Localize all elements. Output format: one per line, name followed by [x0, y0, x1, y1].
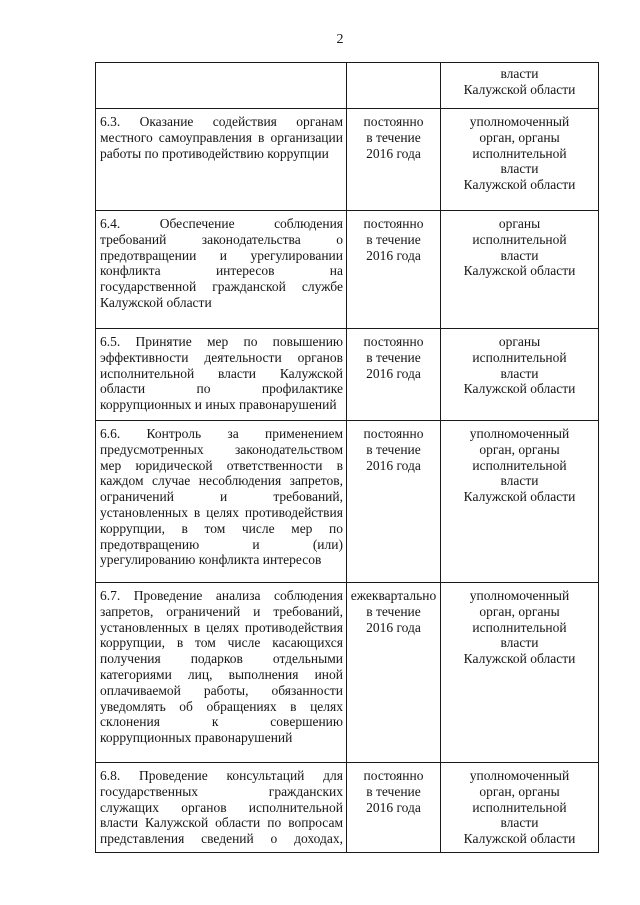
item-cell	[96, 763, 347, 853]
executor-text-line: власти	[500, 635, 539, 651]
executor-text-line: орган, органы	[479, 603, 560, 619]
executor-text-line: Калужской области	[463, 177, 576, 193]
executor-text-line: орган, органы	[479, 783, 560, 799]
executor-text-line: исполнительной	[472, 457, 567, 473]
executor-text-line: власти	[500, 473, 539, 489]
term-cell	[347, 329, 441, 421]
item-text-line: запретов, ограничений и требований,	[100, 603, 343, 619]
item-cell	[96, 329, 347, 421]
term-text-line: 2016 года	[366, 365, 421, 381]
item-text-line: коррупции, в том числе мер по	[100, 520, 343, 536]
executor-cell	[441, 763, 599, 853]
term-text-line: в течение	[366, 231, 421, 247]
term-cell	[347, 211, 441, 329]
item-text-line: установленных в целях противодействия	[100, 504, 343, 520]
executor-text-line: исполнительной	[472, 799, 567, 815]
term-text-line: в течение	[366, 783, 421, 799]
item-cell	[96, 63, 347, 109]
executor-text-line: Калужской области	[463, 81, 576, 97]
executor-cell	[441, 109, 599, 211]
item-text-line: 6.8. Проведение консультаций для	[100, 768, 343, 783]
item-text-line: установленных в целях противодействия	[100, 619, 343, 635]
item-cell	[96, 211, 347, 329]
term-text-line: в течение	[366, 129, 421, 145]
table-row	[96, 763, 599, 853]
item-cell	[96, 109, 347, 211]
term-text-line: постоянно	[363, 426, 424, 441]
term-text-line: 2016 года	[366, 619, 421, 635]
executor-text-line: уполномоченный	[469, 114, 570, 129]
item-text-line: получения подарков отдельными	[100, 651, 343, 667]
term-cell	[347, 109, 441, 211]
executor-cell	[441, 583, 599, 763]
executor-text-line: исполнительной	[472, 231, 567, 247]
term-text-line: 2016 года	[366, 457, 421, 473]
executor-text-line: Калужской области	[463, 831, 576, 847]
item-text-line: склонения к совершению	[100, 714, 343, 730]
executor-cell	[441, 211, 599, 329]
executor-text-line: уполномоченный	[469, 768, 570, 783]
term-text-line: постоянно	[363, 768, 424, 783]
item-text-line: предусмотренных законодательством	[100, 441, 343, 457]
executor-text-line: власти	[500, 365, 539, 381]
action-plan-table	[95, 62, 599, 853]
item-text-line: 6.4. Обеспечение соблюдения	[100, 216, 343, 231]
executor-text-line: Калужской области	[463, 651, 576, 667]
executor-text-line: исполнительной	[472, 145, 567, 161]
item-text-line: 6.7. Проведение анализа соблюдения	[100, 588, 343, 603]
term-text-line: 2016 года	[366, 799, 421, 815]
item-text-line: государственных гражданских	[100, 783, 343, 799]
item-text-line: мер юридической ответственности в	[100, 457, 343, 473]
item-text-line: области по профилактике	[100, 381, 343, 397]
item-text-line: категориями лиц, выполнения иной	[100, 666, 343, 682]
table-row	[96, 211, 599, 329]
executor-text-line: уполномоченный	[469, 426, 570, 441]
item-text-line: представления сведений о доходах,	[100, 831, 343, 847]
item-text-line: каждом случае несоблюдения запретов,	[100, 473, 343, 489]
item-text-line: предотвращению и (или)	[100, 536, 343, 552]
term-text-line: 2016 года	[366, 247, 421, 263]
term-cell	[347, 583, 441, 763]
term-text-line: постоянно	[363, 216, 424, 231]
term-text-line: 2016 года	[366, 145, 421, 161]
executor-text-line: Калужской области	[463, 263, 576, 279]
item-cell	[96, 421, 347, 583]
item-text-line: требований законодательства о	[100, 231, 343, 247]
executor-text-line: власти	[500, 247, 539, 263]
page-number: 2	[336, 32, 344, 47]
executor-text-line: орган, органы	[479, 441, 560, 457]
item-text-line: исполнительной власти Калужской	[100, 365, 343, 381]
term-text-line: в течение	[366, 441, 421, 457]
term-cell	[347, 63, 441, 109]
executor-text-line: органы	[498, 216, 541, 231]
executor-cell	[441, 63, 599, 109]
item-text-line: государственной гражданской службе	[100, 279, 343, 295]
item-text-line: власти Калужской области по вопросам	[100, 815, 343, 831]
term-text-line: постоянно	[363, 334, 424, 349]
term-text-line: в течение	[366, 349, 421, 365]
item-cell	[96, 583, 347, 763]
executor-text-line: исполнительной	[472, 349, 567, 365]
term-text-line: в течение	[366, 603, 421, 619]
term-cell	[347, 763, 441, 853]
executor-text-line: власти	[500, 66, 539, 81]
term-cell	[347, 421, 441, 583]
item-text-line: предотвращении и урегулировании	[100, 247, 343, 263]
executor-text-line: власти	[500, 815, 539, 831]
item-text-line: 6.5. Принятие мер по повышению	[100, 334, 343, 349]
executor-text-line: власти	[500, 161, 539, 177]
item-text-line: работы по противодействию коррупции	[100, 145, 329, 161]
item-text-line: ограничений и требований,	[100, 489, 343, 505]
item-text-line: урегулированию конфликта интересов	[100, 552, 322, 568]
item-text-line: конфликта интересов на	[100, 263, 343, 279]
item-text-line: оплачиваемой работы, обязанности	[100, 682, 343, 698]
executor-text-line: Калужской области	[463, 381, 576, 397]
term-text-line: постоянно	[363, 114, 424, 129]
item-text-line: 6.3. Оказание содействия органам	[100, 114, 343, 129]
table-row	[96, 109, 599, 211]
executor-text-line: исполнительной	[472, 619, 567, 635]
table-row	[96, 329, 599, 421]
item-text-line: служащих органов исполнительной	[100, 799, 343, 815]
item-text-line: Калужской области	[100, 294, 212, 310]
term-text-line: ежеквартально	[350, 588, 437, 603]
table-body	[96, 63, 599, 853]
table-row	[96, 421, 599, 583]
table-row	[96, 583, 599, 763]
executor-cell	[441, 329, 599, 421]
item-text-line: местного самоуправления в организации	[100, 129, 343, 145]
executor-text-line: органы	[498, 334, 541, 349]
executor-cell	[441, 421, 599, 583]
executor-text-line: уполномоченный	[469, 588, 570, 603]
executor-text-line: орган, органы	[479, 129, 560, 145]
item-text-line: эффективности деятельности органов	[100, 349, 343, 365]
item-text-line: 6.6. Контроль за применением	[100, 426, 343, 441]
item-text-line: коррупционных и иных правонарушений	[100, 397, 337, 413]
item-text-line: коррупции, в том числе касающихся	[100, 635, 343, 651]
item-text-line: уведомлять об обращениях в целях	[100, 698, 343, 714]
item-text-line: коррупционных правонарушений	[100, 730, 293, 746]
executor-text-line: Калужской области	[463, 489, 576, 505]
table-row	[96, 63, 599, 109]
